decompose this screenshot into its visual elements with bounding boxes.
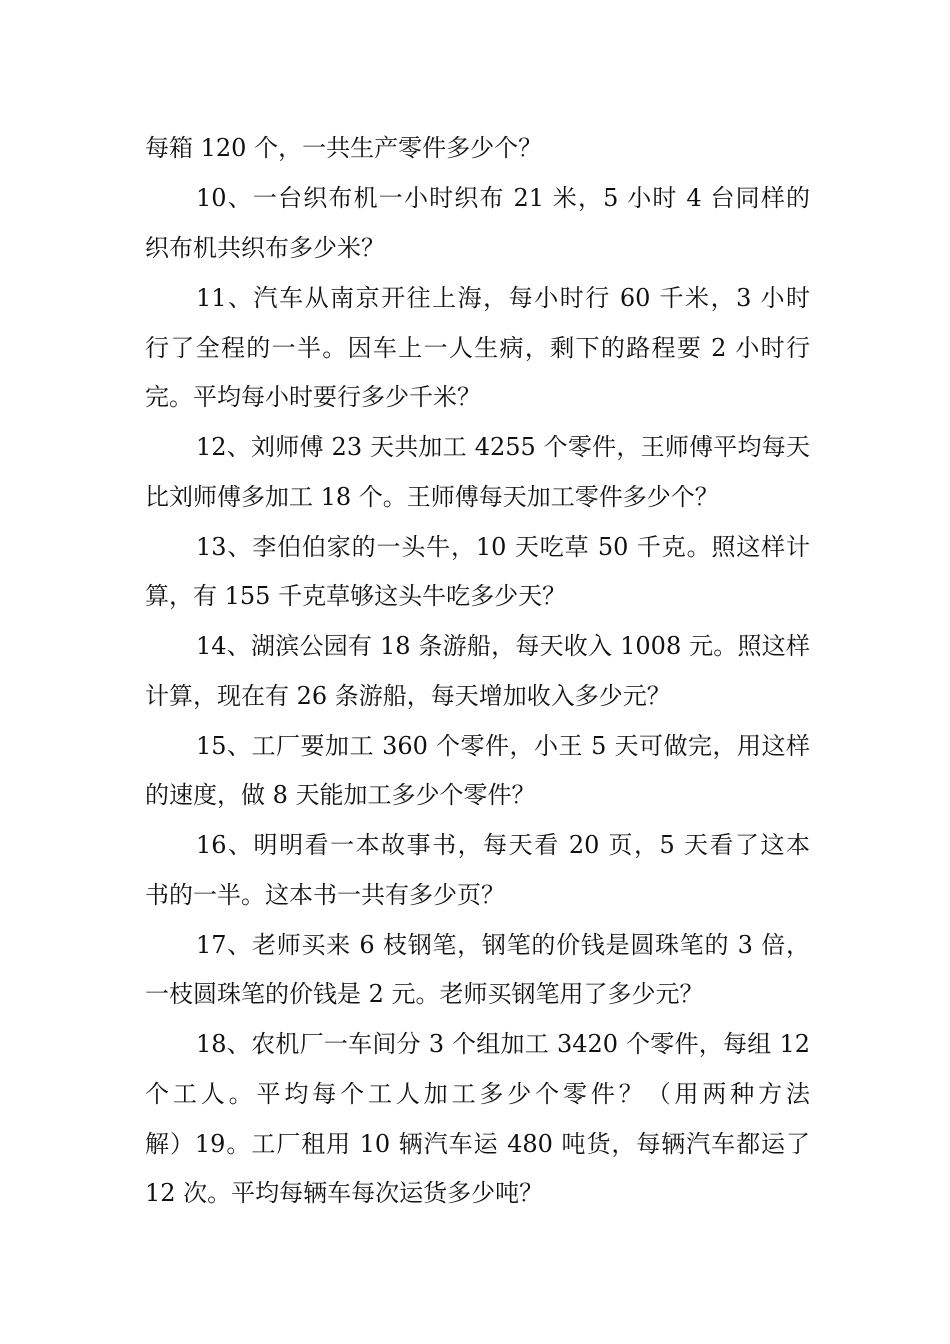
text-line-q16-start: 16、明明看一本故事书，每天看 20 页，5 天看了这本 [196,831,810,859]
text-line-q14-start: 14、湖滨公园有 18 条游船，每天收入 1008 元。照这样 [196,632,810,660]
text-line-q13-end: 算，有 155 千克草够这头牛吃多少天？ [145,582,567,610]
text-line-q15-end: 的速度，做 8 天能加工多少个零件？ [145,781,536,809]
text-line-q14-end: 计算，现在有 26 条游船，每天增加收入多少元？ [145,682,671,710]
text-line-q19-end: 12 次。平均每辆车每次运货多少吨？ [145,1179,544,1207]
text-line-q11-start: 11、汽车从南京开往上海，每小时行 60 千米，3 小时 [196,284,810,312]
text-line-q16-end: 书的一半。这本书一共有多少页？ [145,881,505,909]
text-line-q12-end: 比刘师傅多加工 18 个。王师傅每天加工零件多少个？ [145,483,719,511]
text-line-q10-start: 10、一台织布机一小时织布 21 米，5 小时 4 台同样的 [196,184,810,212]
text-line-q11-end: 完。平均每小时要行多少千米？ [145,383,481,411]
text-line-q12-start: 12、刘师傅 23 天共加工 4255 个零件，王师傅平均每天 [196,433,810,461]
text-line-q13-start: 13、李伯伯家的一头牛，10 天吃草 50 千克。照这样计 [196,533,810,561]
text-line-q11-middle: 行了全程的一半。因车上一人生病，剩下的路程要 2 小时行 [145,334,810,362]
text-line-q18-q19: 解）19。工厂租用 10 辆汽车运 480 吨货，每辆汽车都运了 [145,1130,810,1158]
text-line-q17-end: 一枝圆珠笔的价钱是 2 元。老师买钢笔用了多少元？ [145,980,704,1008]
text-line-q10-end: 织布机共织布多少米？ [145,234,385,262]
text-line-q18-start: 18、农机厂一车间分 3 个组加工 3420 个零件，每组 12 [196,1030,810,1058]
text-line-q9-end: 每箱 120 个，一共生产零件多少个？ [145,134,543,162]
text-line-q18-middle: 个工人。平均每个工人加工多少个零件？（用两种方法 [145,1080,810,1108]
text-line-q17-start: 17、老师买来 6 枝钢笔，钢笔的价钱是圆珠笔的 3 倍， [196,931,810,959]
text-line-q15-start: 15、工厂要加工 360 个零件，小王 5 天可做完，用这样 [196,732,810,760]
